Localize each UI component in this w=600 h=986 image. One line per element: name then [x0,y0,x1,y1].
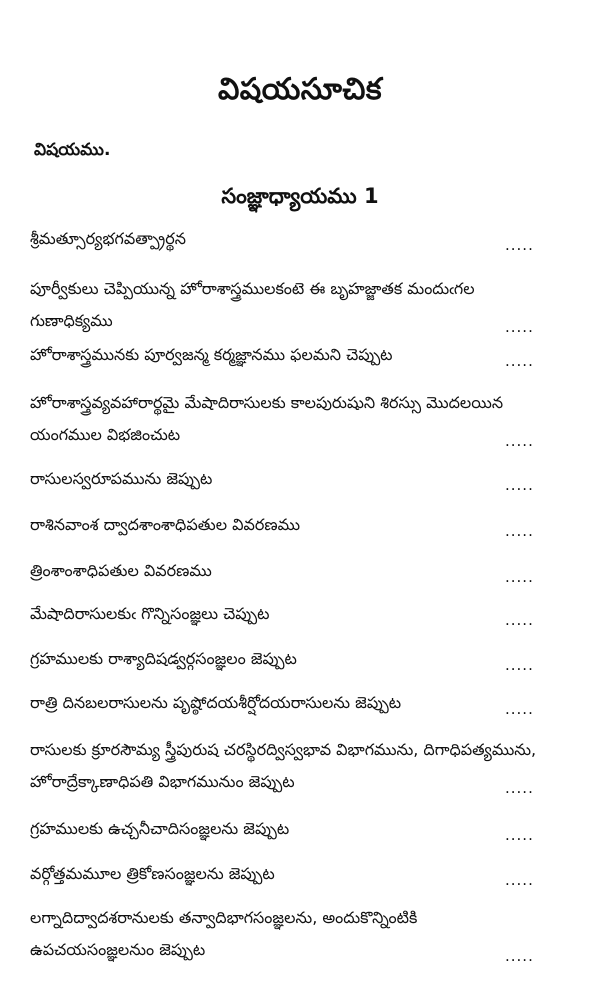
toc-entry-dots: ..... [505,432,534,450]
toc-entry-text: రాసులకు క్రూరసౌమ్య స్త్రీపురుష చరస్థిరద్విస్వభావ విభాగమును, దిగాధిపత్యమును, [30,740,537,759]
toc-entry-text: పూర్వీకులు చెప్పియున్న హోరాశాస్త్రములకంటె ఈ బృహజ్జాతక మందుఁగల [30,279,475,298]
toc-entry-dots: ..... [505,826,534,844]
toc-entry-text: హోరాశాస్త్రమునకు పూర్వజన్మ కర్మజ్ఞానము ఫలమని చెప్పుట [30,345,393,364]
toc-entry-dots: ..... [505,656,534,674]
toc-entry-dots: ..... [505,476,534,494]
toc-entry-text: శ్రీమత్సూర్యభగవత్ప్రార్థన [30,229,187,248]
toc-entry-text-continued: ఉపచయసంజ్ఞలనుం జెప్పుట [30,940,206,959]
toc-entry-text: మేషాదిరాసులకుఁ గొన్నిసంజ్ఞలు చెప్పుట [30,604,270,623]
toc-entry-dots: ..... [505,871,534,889]
toc-entry-text: గ్రహములకు ఉచ్చనీచాదిసంజ్ఞలను జెప్పుట [30,819,290,838]
toc-entry-text-continued: హోరాద్రేక్కాణాధిపతి విభాగమునుం జెప్పుట [30,772,295,791]
toc-entry-dots: ..... [505,236,534,254]
toc-entry-dots: ..... [505,352,534,370]
toc-entry-dots: ..... [505,318,534,336]
toc-entry-text: హోరాశాస్త్రవ్యవహారార్థమై మేషాదిరాసులకు కాలపురుషుని శిరస్సు మొదలయిన [30,393,504,412]
toc-entry-text: లగ్నాదిద్వాదశరానులకు తన్వాదిభాగసంజ్ఞలను, అందుకొన్నింటికి [30,908,418,927]
toc-entry-text: రాత్రి దినబలరాసులను పృష్ఠోదయశీర్షోదయరాసులను జెప్పుట [30,693,402,712]
toc-entry-text: త్రింశాంశాధిపతుల వివరణము [30,561,212,580]
toc-entry-text: రాశినవాంశ ద్వాదశాంశాధిపతుల వివరణము [30,515,301,534]
toc-entry-dots: ..... [505,522,534,540]
toc-entry-text: గ్రహములకు రాశ్యాదిషడ్వర్గసంజ్ఞలం జెప్పుట [30,649,297,668]
toc-entry-text: వర్గోత్తమమూల త్రికోణసంజ్ఞలను జెప్పుట [30,864,275,883]
page-title: విషయసూచిక [217,72,383,107]
toc-entry-dots: ..... [505,779,534,797]
toc-entry-text: రాసులస్వరూపమును జెప్పుట [30,469,213,488]
toc-entry-text-continued: గుణాధిక్యము [30,311,113,330]
toc-entry-dots: ..... [505,611,534,629]
toc-entry-text-continued: యంగముల విభజించుట [30,425,181,444]
toc-entry-dots: ..... [505,947,534,965]
subject-column-label: విషయము. [34,140,111,160]
chapter-heading: సంజ్ఞాధ్యాయము 1 [221,184,379,208]
toc-entry-dots: ..... [505,568,534,586]
toc-entry-dots: ..... [505,700,534,718]
